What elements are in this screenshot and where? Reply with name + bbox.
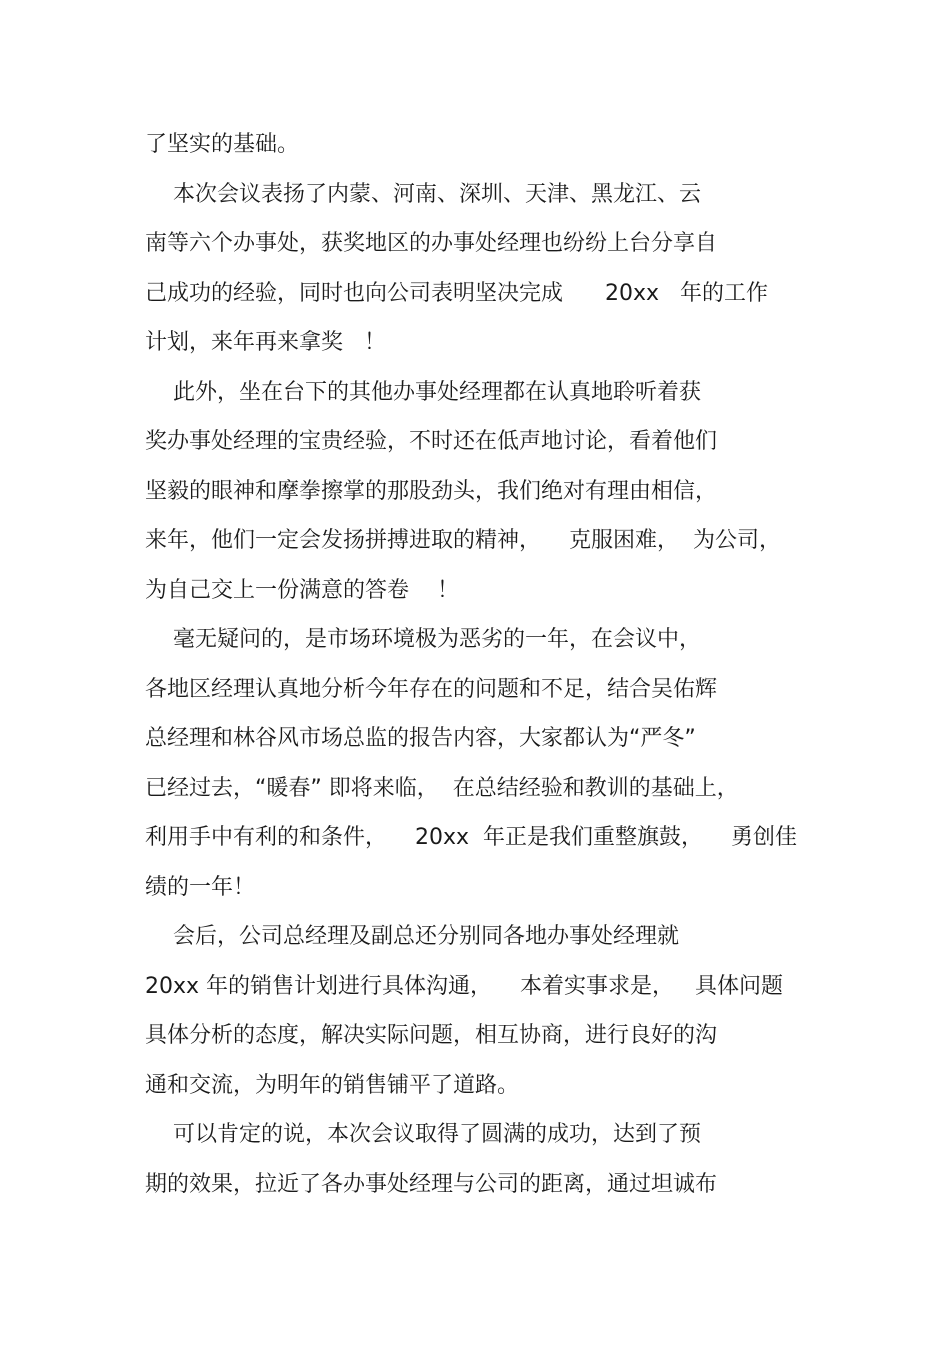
text-line: 此外，坐在台下的其他办事处经理都在认真地聆听着获 <box>145 379 701 405</box>
text-line: 毫无疑问的，是市场环境极为恶劣的一年，在会议中， <box>145 627 701 652</box>
text-line: 20xx 年的销售计划进行具体沟通， 本着实事求是， 具体问题 <box>145 973 783 999</box>
text-line: 奖办事处经理的宝贵经验，不时还在低声地讨论，看着他们 <box>145 429 718 454</box>
text-line: 坚毅的眼神和摩拳擦掌的那股劲头，我们绝对有理由相信， <box>145 478 718 504</box>
text-line: 己成功的经验，同时也向公司表明坚决完成 20xx 年的工作 <box>145 280 768 306</box>
text-line: 为自己交上一份满意的答卷 ！ <box>145 577 459 603</box>
text-line: 可以肯定的说，本次会议取得了圆满的成功，达到了预 <box>145 1122 701 1147</box>
document-body <box>145 120 805 1209</box>
text-line: 已经过去，“暖春” 即将来临， 在总结经验和教训的基础上， <box>145 775 739 801</box>
text-line: 本次会议表扬了内蒙、河南、深圳、天津、黑龙江、云 <box>145 181 701 207</box>
text-line: 了坚实的基础。 <box>145 132 300 157</box>
text-line: 南等六个办事处，获奖地区的办事处经理也纷纷上台分享自 <box>145 231 718 256</box>
text-line: 总经理和林谷风市场总监的报告内容，大家都认为“严冬” <box>145 726 696 751</box>
text-line: 期的效果，拉近了各办事处经理与公司的距离，通过坦诚布 <box>145 1171 718 1197</box>
text-line: 通和交流，为明年的销售铺平了道路。 <box>145 1072 520 1098</box>
text-line: 各地区经理认真地分析今年存在的问题和不足，结合吴佑辉 <box>145 676 718 702</box>
text-line: 利用手中有利的和条件， 20xx 年正是我们重整旗鼓， 勇创佳 <box>145 825 797 850</box>
text-line: 具体分析的态度，解决实际问题，相互协商，进行良好的沟 <box>145 1023 718 1048</box>
text-line: 来年，他们一定会发扬拼搏进取的精神， 克服困难， 为公司， <box>145 528 781 553</box>
text-line: 绩的一年！ <box>145 874 256 900</box>
text-line: 计划，来年再来拿奖 ！ <box>145 330 386 355</box>
text-line: 会后，公司总经理及副总还分别同各地办事处经理就 <box>145 924 679 949</box>
